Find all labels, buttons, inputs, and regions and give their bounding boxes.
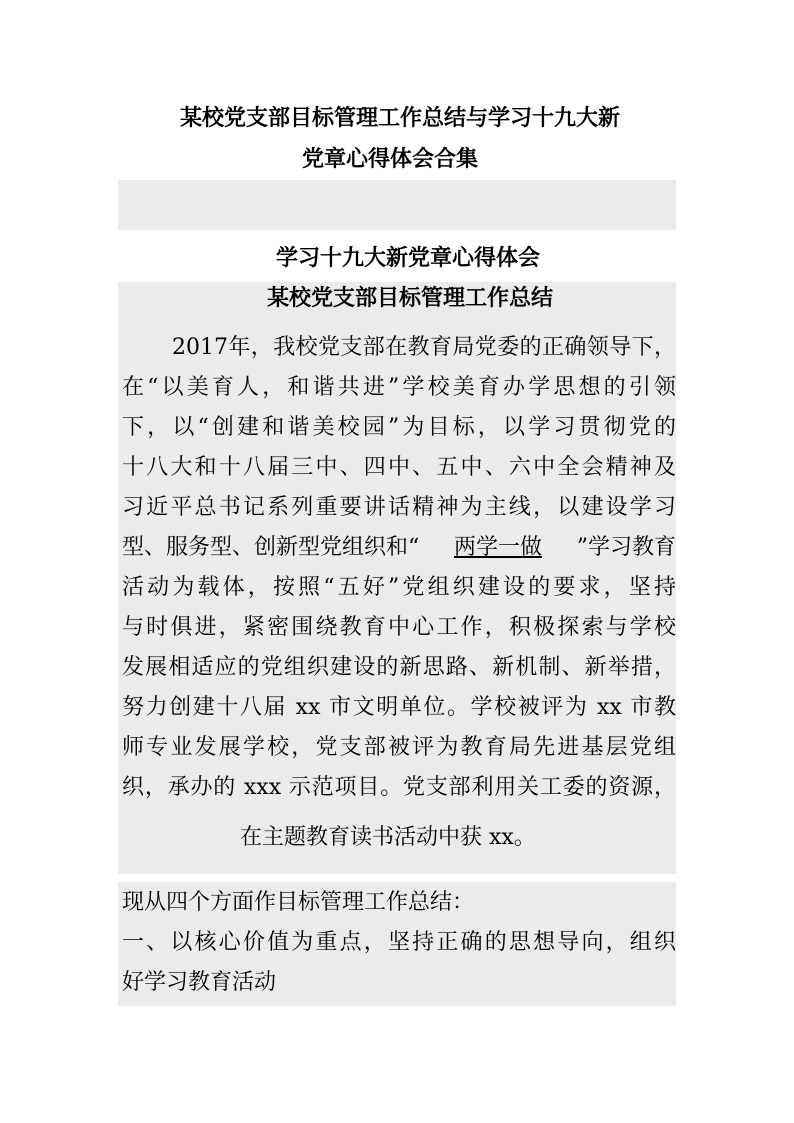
paragraph-line: 发展相适应的党组织建设的新思路、新机制、新举措， [122, 655, 676, 680]
paragraph-line: 织，承办的 xxx 示范项目。党支部利用关工委的资源， [122, 775, 676, 800]
paragraph-line: 在“以美育人，和谐共进”学校美育办学思想的引领 [122, 375, 676, 400]
paragraph-line: 师专业发展学校，党支部被评为教育局先进基层党组 [122, 735, 676, 760]
document-title-line-2: 党章心得体会合集 [302, 146, 479, 172]
underlined-phrase: 两学一做 [453, 535, 542, 560]
section-heading-1: 学习十九大新党章心得体会 [276, 245, 541, 271]
paragraph-line: 与时俱进，紧密围绕教育中心工作，积极探索与学校 [122, 615, 676, 640]
paragraph-line: 一、以核心价值为重点，坚持正确的思想导向，组织 [122, 930, 676, 955]
paragraph-line: 2017年，我校党支部在教育局党委的正确领导下， [172, 335, 676, 360]
paragraph-line-segment: 型、服务型、创新型党组织和“ [122, 535, 420, 560]
paragraph-line: 在主题教育读书活动中获 xx。 [240, 825, 536, 850]
section-heading-2: 某校党支部目标管理工作总结 [267, 285, 554, 311]
paragraph-line: 现从四个方面作目标管理工作总结： [122, 890, 475, 915]
paragraph-line-segment: ”学习教育 [576, 535, 676, 560]
paragraph-line [122, 533, 676, 563]
paragraph-line: 十八大和十八届三中、四中、五中、六中全会精神及 [122, 455, 676, 480]
document-title-line-1: 某校党支部目标管理工作总结与学习十九大新 [180, 105, 621, 131]
paragraph-line: 活动为载体，按照“五好”党组织建设的要求，坚持 [122, 575, 676, 600]
empty-gray-band [118, 180, 676, 230]
paragraph-line: 习近平总书记系列重要讲话精神为主线，以建设学习 [122, 495, 676, 520]
paragraph-line: 好学习教育活动 [122, 970, 277, 995]
paragraph-line: 努力创建十八届 xx 市文明单位。学校被评为 xx 市教 [122, 695, 676, 720]
paragraph-line: 下，以“创建和谐美校园”为目标，以学习贯彻党的 [122, 415, 676, 440]
